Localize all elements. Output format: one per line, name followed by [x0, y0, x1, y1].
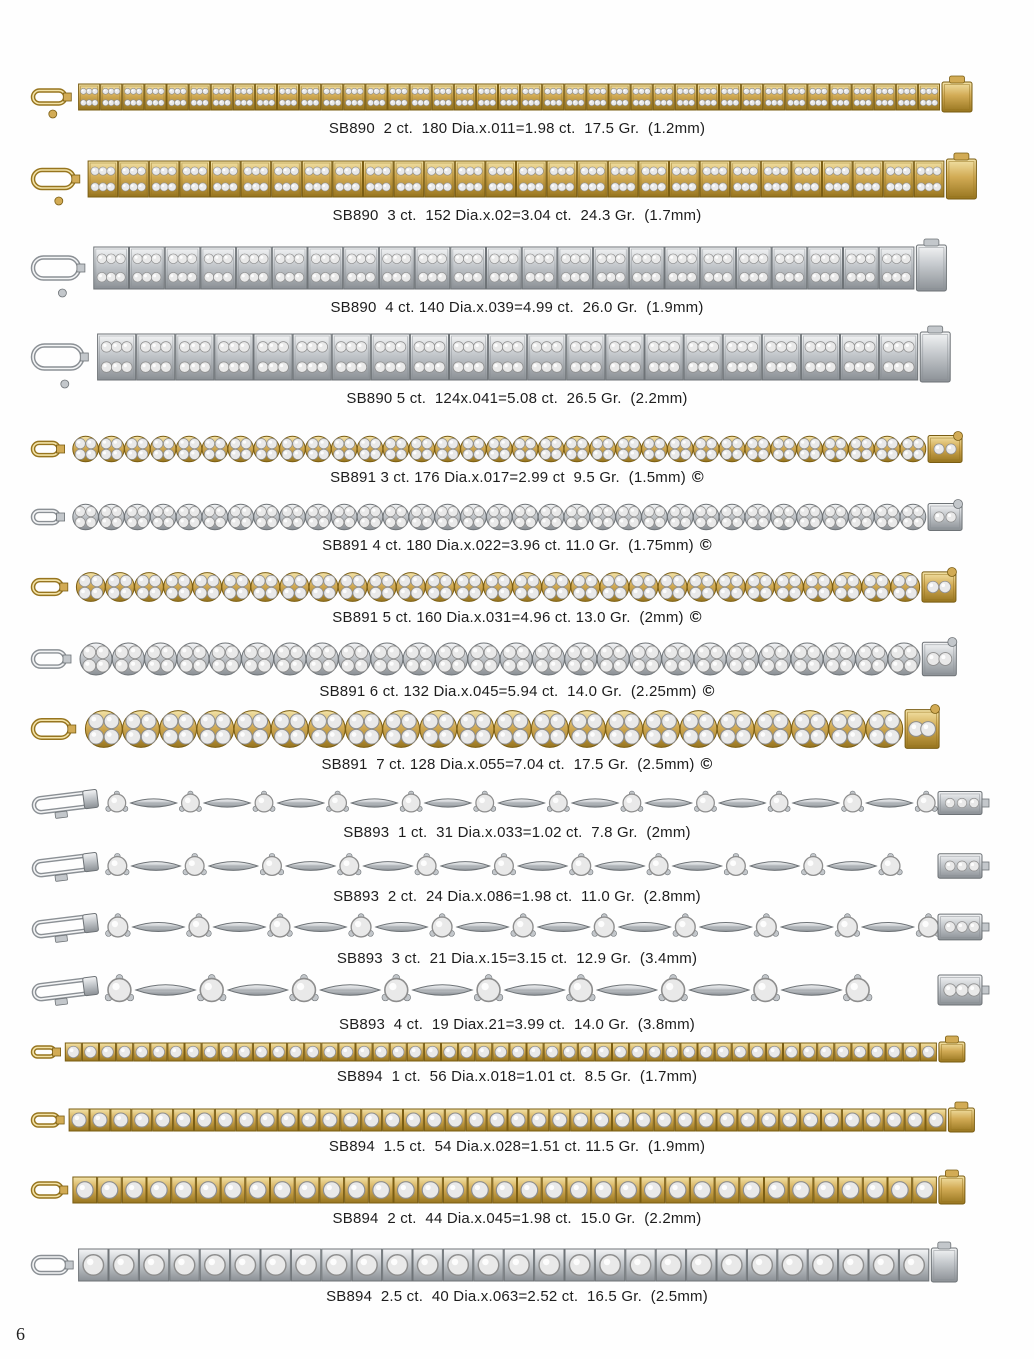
- bracelet-image-wrap: [30, 241, 990, 295]
- copyright-icon: ©: [689, 609, 702, 626]
- bracelet-image-wrap: [30, 328, 990, 386]
- bracelet-row-sb890-0: [0, 0, 1034, 138]
- bracelet-image-wrap: [30, 1040, 990, 1064]
- bracelet-caption: SB891 6 ct. 132 Dia.x.045=5.94 ct. 14.0 Gr. (2.25mm) ©: [319, 683, 715, 700]
- bracelet-image-wrap: [30, 433, 990, 465]
- bracelet-caption: SB894 2.5 ct. 40 Dia.x.063=2.52 ct. 16.5 Gr. (2.5mm): [326, 1288, 708, 1305]
- bracelet-image: [30, 241, 990, 295]
- bracelet-image: [30, 639, 990, 679]
- bracelet-row-sb891-8: [0, 701, 1034, 774]
- bracelet-row-sb891-4: [0, 408, 1034, 487]
- page-number: 6: [16, 1324, 25, 1344]
- bracelet-row-sb890-3: [0, 317, 1034, 408]
- bracelet-caption: SB893 4 ct. 19 Diax.21=3.99 ct. 14.0 Gr. (3.8mm): [339, 1016, 695, 1033]
- bracelet-row-sb891-6: [0, 555, 1034, 627]
- bracelet-row-sb894-16: [0, 1228, 1034, 1306]
- bracelet-row-sb890-1: [0, 138, 1034, 225]
- bracelet-image: [30, 908, 990, 946]
- bracelet-row-sb894-14: [0, 1086, 1034, 1156]
- bracelet-caption: SB891 7 ct. 128 Dia.x.055=7.04 ct. 17.5 Gr. (2.5mm) ©: [321, 756, 713, 773]
- bracelet-row-sb893-9: [0, 774, 1034, 842]
- bracelet-image: [30, 155, 990, 203]
- bracelet-image: [30, 1040, 990, 1064]
- bracelet-image: [30, 968, 990, 1012]
- copyright-icon: ©: [700, 756, 713, 773]
- bracelet-image-wrap: [30, 848, 990, 884]
- bracelet-row-sb891-7: [0, 627, 1034, 701]
- bracelet-caption: SB891 4 ct. 180 Dia.x.022=3.96 ct. 11.0 Gr. (1.75mm) ©: [322, 537, 712, 554]
- copyright-icon: ©: [699, 537, 712, 554]
- bracelet-row-sb890-2: [0, 225, 1034, 317]
- bracelet-image: [30, 501, 990, 533]
- bracelet-row-sb891-5: [0, 487, 1034, 555]
- bracelet-row-sb894-13: [0, 1034, 1034, 1086]
- bracelet-image-wrap: [30, 501, 990, 533]
- bracelet-image: [30, 1106, 990, 1134]
- bracelet-image-wrap: [30, 639, 990, 679]
- bracelet-caption: SB891 3 ct. 176 Dia.x.017=2.99 ct 9.5 Gr. (1.5mm) ©: [330, 469, 704, 486]
- copyright-icon: ©: [702, 683, 715, 700]
- bracelet-image-wrap: [30, 1246, 990, 1284]
- bracelet-caption: SB894 1 ct. 56 Dia.x.018=1.01 ct. 8.5 Gr. (1.7mm): [336, 1068, 698, 1085]
- bracelet-image: [30, 1246, 990, 1284]
- bracelet-image-wrap: [30, 968, 990, 1012]
- bracelet-image-wrap: [30, 1106, 990, 1134]
- bracelet-caption: SB894 2 ct. 44 Dia.x.045=1.98 ct. 15.0 Gr. (2.2mm): [332, 1210, 702, 1227]
- bracelet-image-wrap: [30, 569, 990, 605]
- bracelet-image-wrap: [30, 908, 990, 946]
- bracelet-caption: SB894 1.5 ct. 54 Dia.x.028=1.51 ct. 11.5 Gr. (1.9mm): [328, 1138, 706, 1155]
- bracelet-image: [30, 328, 990, 386]
- bracelet-caption: SB893 2 ct. 24 Dia.x.086=1.98 ct. 11.0 Gr. (2.8mm): [333, 888, 701, 905]
- bracelet-caption: SB890 2 ct. 180 Dia.x.011=1.98 ct. 17.5 Gr. (1.2mm): [328, 120, 706, 137]
- bracelet-image-wrap: [30, 786, 990, 820]
- bracelet-image-wrap: [30, 1174, 990, 1206]
- bracelet-image: [30, 786, 990, 820]
- bracelet-image-wrap: [30, 155, 990, 203]
- bracelet-image-wrap: [30, 706, 990, 752]
- bracelet-row-sb893-10: [0, 842, 1034, 906]
- bracelet-image: [30, 78, 990, 116]
- bracelet-image: [30, 569, 990, 605]
- bracelet-caption: SB890 4 ct. 140 Dia.x.039=4.99 ct. 26.0 Gr. (1.9mm): [330, 299, 704, 316]
- bracelet-caption: SB890 5 ct. 124x.041=5.08 ct. 26.5 Gr. (2.2mm): [346, 390, 688, 407]
- bracelet-row-sb893-12: [0, 968, 1034, 1034]
- bracelet-caption: SB891 5 ct. 160 Dia.x.031=4.96 ct. 13.0 Gr. (2mm) ©: [332, 609, 702, 626]
- bracelet-image: [30, 433, 990, 465]
- bracelet-caption: SB890 3 ct. 152 Dia.x.02=3.04 ct. 24.3 Gr. (1.7mm): [332, 207, 702, 224]
- bracelet-caption: SB893 3 ct. 21 Dia.x.15=3.15 ct. 12.9 Gr. (3.4mm): [336, 950, 698, 967]
- bracelet-image: [30, 706, 990, 752]
- bracelet-image-wrap: [30, 78, 990, 116]
- bracelet-image: [30, 848, 990, 884]
- copyright-icon: ©: [691, 469, 704, 486]
- bracelet-row-sb893-11: [0, 906, 1034, 968]
- bracelet-row-sb894-15: [0, 1156, 1034, 1228]
- bracelet-image: [30, 1174, 990, 1206]
- bracelet-caption: SB893 1 ct. 31 Dia.x.033=1.02 ct. 7.8 Gr. (2mm): [343, 824, 691, 841]
